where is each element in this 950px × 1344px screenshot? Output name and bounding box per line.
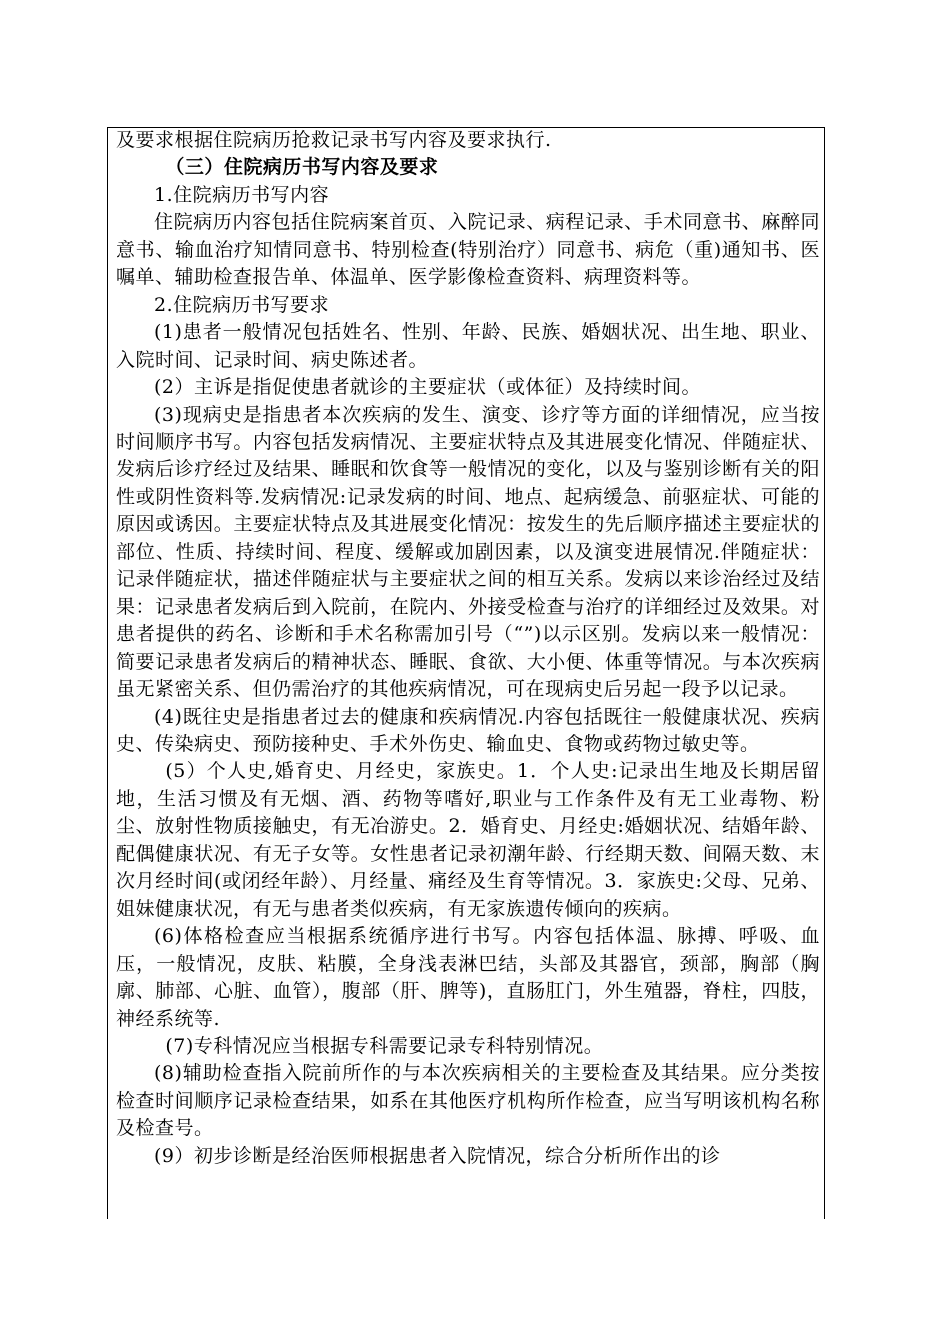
paragraph-item-1: (1)患者一般情况包括姓名、性别、年龄、民族、婚姻状况、出生地、职业、入院时间、记录时间、病史陈述者。: [116, 321, 820, 371]
paragraph-item-6: (6)体格检查应当根据系统循序进行书写。内容包括体温、脉搏、呼吸、血压，一般情况，皮肤、粘膜，全身浅表淋巴结，头部及其器官，颈部，胸部（胸廓、肺部、心脏、血管），腹部（肝、脾等)，直肠肛门，外生殖器，脊柱，四肢，神经系统等.: [116, 925, 820, 1030]
document-body: [116, 127, 820, 1170]
paragraph-item-3: (3)现病史是指患者本次疾病的发生、演变、诊疗等方面的详细情况，应当按时间顺序书写。内容包括发病情况、主要症状特点及其进展变化情况、伴随症状、发病后诊疗经过及结果、睡眠和饮食等一般情况的变化，以及与鉴别诊断有关的阳性或阴性资料等.发病情况:记录发病的时间、地点、起病缓急、前驱症状、可能的原因或诱因。主要症状特点及其进展变化情况：按发生的先后顺序描述主要症状的部位、性质、持续时间、程度、缓解或加剧因素，以及演变进展情况.伴随症状：记录伴随症状，描述伴随症状与主要症状之间的相互关系。发病以来诊治经过及结果：记录患者发病后到入院前，在院内、外接受检查与治疗的详细经过及效果。对患者提供的药名、诊断和手术名称需加引号（“”)以示区别。发病以来一般情况：简要记录患者发病后的精神状态、睡眠、食欲、大小便、体重等情况。与本次疾病虽无紧密关系、但仍需治疗的其他疾病情况，可在现病史后另起一段予以记录。: [116, 403, 820, 701]
paragraph-item-2: (2）主诉是指促使患者就诊的主要症状（或体征）及持续时间。: [154, 376, 702, 399]
paragraph-item-4: (4)既往史是指患者过去的健康和疾病情况.内容包括既往一般健康状况、疾病史、传染病史、预防接种史、手术外伤史、输血史、食物或药物过敏史等。: [116, 705, 820, 755]
paragraph-item-9: (9）初步诊断是经治医师根据患者入院情况，综合分析所作出的诊: [154, 1144, 721, 1167]
section-heading: （三）住院病历书写内容及要求: [165, 156, 439, 179]
paragraph-item-8: (8)辅助检查指入院前所作的与本次疾病相关的主要检查及其结果。应分类按检查时间顺序记录检查结果，如系在其他医疗机构所作检查，应当写明该机构名称及检查号。: [116, 1062, 820, 1140]
paragraph-item-5: (5）个人史,婚育史、月经史，家族史。1．个人史:记录出生地及长期居留地，生活习惯及有无烟、酒、药物等嗜好,职业与工作条件及有无工业毒物、粉尘、放射性物质接触史，有无冶游史。2．婚育史、月经史:婚姻状况、结婚年龄、配偶健康状况、有无子女等。女性患者记录初潮年龄、行经期天数、间隔天数、末次月经时间(或闭经年龄）、月经量、痛经及生育等情况。3．家族史:父母、兄弟、姐妹健康状况，有无与患者类似疾病，有无家族遗传倾向的疾病。: [116, 760, 820, 920]
subsection-title-content: 1.住院病历书写内容: [154, 183, 330, 206]
paragraph-continuation: 及要求根据住院病历抢救记录书写内容及要求执行.: [116, 129, 552, 151]
paragraph-content-list: 住院病历内容包括住院病案首页、入院记录、病程记录、手术同意书、麻醉同意书、输血治疗知情同意书、特别检查(特别治疗）同意书、病危（重)通知书、医嘱单、辅助检查报告单、体温单、医学影像检查资料、病理资料等。: [116, 211, 820, 289]
subsection-title-requirements: 2.住院病历书写要求: [154, 293, 330, 316]
paragraph-item-7: (7)专科情况应当根据专科需要记录专科特别情况。: [165, 1034, 604, 1057]
